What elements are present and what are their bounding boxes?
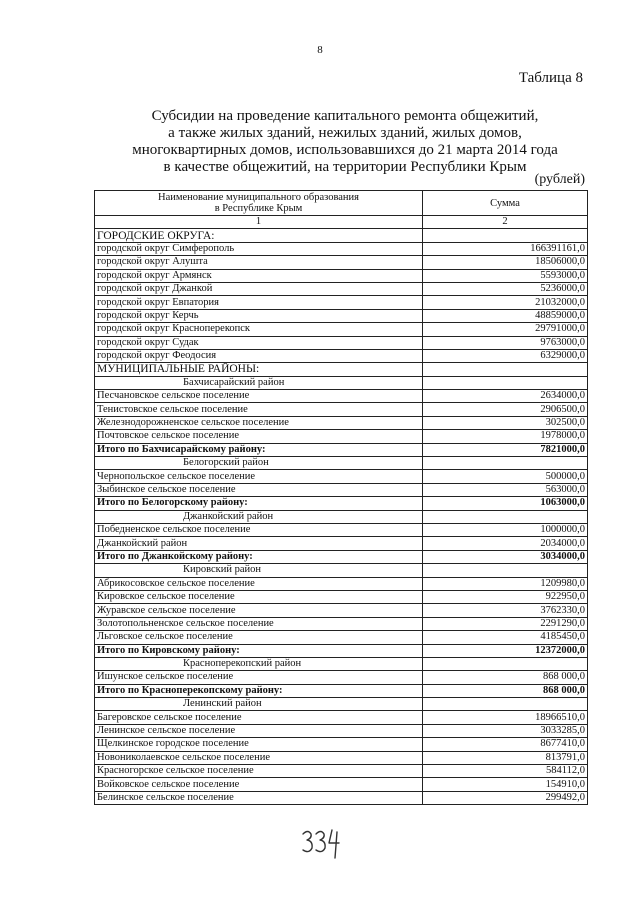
row-name: Итого по Бахчисарайскому району: bbox=[95, 443, 423, 456]
table-row bbox=[95, 751, 588, 764]
row-amount: 166391161,0 bbox=[423, 242, 588, 255]
row-name: Победненское сельское поселение bbox=[95, 523, 423, 536]
row-amount: 299492,0 bbox=[423, 791, 588, 804]
row-name: Железнодорожненское сельское поселение bbox=[95, 416, 423, 429]
row-name: Кировский район bbox=[95, 564, 423, 577]
row-amount: 12372000,0 bbox=[423, 644, 588, 657]
row-name: Бахчисарайский район bbox=[95, 376, 423, 389]
row-name: Почтовское сельское поселение bbox=[95, 430, 423, 443]
row-amount: 1978000,0 bbox=[423, 430, 588, 443]
column-number: 1 bbox=[95, 216, 423, 229]
table-row bbox=[95, 282, 588, 295]
page-number: 8 bbox=[317, 44, 323, 56]
row-name: ГОРОДСКИЕ ОКРУГА: bbox=[95, 229, 423, 242]
row-amount: 302500,0 bbox=[423, 416, 588, 429]
row-name: Итого по Джанкойскому району: bbox=[95, 550, 423, 563]
table-row-district bbox=[95, 657, 588, 670]
row-name: Джанкойский район bbox=[95, 537, 423, 550]
table-row bbox=[95, 671, 588, 684]
row-amount: 3762330,0 bbox=[423, 604, 588, 617]
row-name: Ишунское сельское поселение bbox=[95, 671, 423, 684]
row-name: Итого по Красноперекопскому району: bbox=[95, 684, 423, 697]
table-row bbox=[95, 309, 588, 322]
table-row-district bbox=[95, 510, 588, 523]
table-row bbox=[95, 323, 588, 336]
row-name: Багеровское сельское поселение bbox=[95, 711, 423, 724]
title-line: а также жилых зданий, нежилых зданий, жилых домов, bbox=[168, 125, 522, 141]
row-amount bbox=[423, 698, 588, 711]
row-amount bbox=[423, 363, 588, 376]
table-row bbox=[95, 430, 588, 443]
row-name: городской округ Армянск bbox=[95, 269, 423, 282]
row-name: Красноперекопский район bbox=[95, 657, 423, 670]
table-row bbox=[95, 390, 588, 403]
row-amount: 9763000,0 bbox=[423, 336, 588, 349]
row-name: городской округ Красноперекопск bbox=[95, 323, 423, 336]
row-name: городской округ Феодосия bbox=[95, 349, 423, 362]
row-amount bbox=[423, 229, 588, 242]
row-name: Ленинский район bbox=[95, 698, 423, 711]
row-amount: 2034000,0 bbox=[423, 537, 588, 550]
row-name: Новониколаевское сельское поселение bbox=[95, 751, 423, 764]
row-amount: 18506000,0 bbox=[423, 256, 588, 269]
table-row bbox=[95, 724, 588, 737]
table-header-row bbox=[95, 191, 588, 216]
table-row-total bbox=[95, 644, 588, 657]
table-row-district bbox=[95, 376, 588, 389]
row-amount: 500000,0 bbox=[423, 470, 588, 483]
table-row-district bbox=[95, 564, 588, 577]
table-row bbox=[95, 778, 588, 791]
table-row bbox=[95, 256, 588, 269]
table-row-total bbox=[95, 497, 588, 510]
table-label: Таблица 8 bbox=[518, 70, 583, 86]
row-name: городской округ Евпатория bbox=[95, 296, 423, 309]
row-name: Красногорское сельское поселение bbox=[95, 765, 423, 778]
row-amount: 6329000,0 bbox=[423, 349, 588, 362]
table-row bbox=[95, 711, 588, 724]
row-name: городской округ Судак bbox=[95, 336, 423, 349]
subsidies-table bbox=[94, 190, 588, 805]
row-name: городской округ Симферополь bbox=[95, 242, 423, 255]
table-row-total bbox=[95, 550, 588, 563]
row-amount: 1000000,0 bbox=[423, 523, 588, 536]
table-row bbox=[95, 738, 588, 751]
row-amount: 4185450,0 bbox=[423, 631, 588, 644]
table-row-section bbox=[95, 229, 588, 242]
row-amount bbox=[423, 510, 588, 523]
row-name: Войковское сельское поселение bbox=[95, 778, 423, 791]
row-name: Белинское сельское поселение bbox=[95, 791, 423, 804]
row-amount: 3033285,0 bbox=[423, 724, 588, 737]
row-amount bbox=[423, 564, 588, 577]
table-row bbox=[95, 631, 588, 644]
row-amount: 8677410,0 bbox=[423, 738, 588, 751]
title-line: Субсидии на проведение капитального ремонта общежитий, bbox=[151, 108, 539, 124]
row-amount: 21032000,0 bbox=[423, 296, 588, 309]
row-amount: 5236000,0 bbox=[423, 282, 588, 295]
table-row bbox=[95, 577, 588, 590]
row-amount: 29791000,0 bbox=[423, 323, 588, 336]
row-amount: 5593000,0 bbox=[423, 269, 588, 282]
table-row-section bbox=[95, 363, 588, 376]
row-name: Щелкинское городское поселение bbox=[95, 738, 423, 751]
title-line: многоквартирных домов, использовавшихся до 21 марта 2014 года bbox=[132, 142, 558, 158]
table-row-total bbox=[95, 684, 588, 697]
row-name: Чернопольское сельское поселение bbox=[95, 470, 423, 483]
row-name: Тенистовское сельское поселение bbox=[95, 403, 423, 416]
handwritten-page-number-mark bbox=[300, 826, 344, 862]
row-name: Зыбинское сельское поселение bbox=[95, 483, 423, 496]
table-row bbox=[95, 269, 588, 282]
row-name: Ленинское сельское поселение bbox=[95, 724, 423, 737]
table-row bbox=[95, 604, 588, 617]
column-number: 2 bbox=[423, 216, 588, 229]
row-name: городской округ Алушта bbox=[95, 256, 423, 269]
table-row bbox=[95, 336, 588, 349]
row-amount: 3034000,0 bbox=[423, 550, 588, 563]
table-row bbox=[95, 416, 588, 429]
header-amount: Сумма bbox=[423, 191, 588, 216]
row-amount: 18966510,0 bbox=[423, 711, 588, 724]
table-row bbox=[95, 483, 588, 496]
table-row bbox=[95, 765, 588, 778]
table-row bbox=[95, 617, 588, 630]
header-name: Наименование муниципального образования в Республике Крым bbox=[95, 191, 423, 216]
table-row bbox=[95, 523, 588, 536]
table-row bbox=[95, 590, 588, 603]
row-name: Журавское сельское поселение bbox=[95, 604, 423, 617]
title-line: в качестве общежитий, на территории Республики Крым bbox=[163, 159, 527, 175]
row-amount: 7821000,0 bbox=[423, 443, 588, 456]
row-amount: 154910,0 bbox=[423, 778, 588, 791]
row-amount bbox=[423, 457, 588, 470]
table-row bbox=[95, 791, 588, 804]
row-amount: 2291290,0 bbox=[423, 617, 588, 630]
row-name: Кировское сельское поселение bbox=[95, 590, 423, 603]
row-name: Золотопольненское сельское поселение bbox=[95, 617, 423, 630]
row-amount: 584112,0 bbox=[423, 765, 588, 778]
table-row bbox=[95, 296, 588, 309]
row-name: Белогорский район bbox=[95, 457, 423, 470]
row-amount: 1063000,0 bbox=[423, 497, 588, 510]
row-name: Абрикосовское сельское поселение bbox=[95, 577, 423, 590]
table-row bbox=[95, 537, 588, 550]
document-title bbox=[0, 108, 640, 176]
row-name: МУНИЦИПАЛЬНЫЕ РАЙОНЫ: bbox=[95, 363, 423, 376]
table-row bbox=[95, 349, 588, 362]
table-row bbox=[95, 470, 588, 483]
row-amount: 2634000,0 bbox=[423, 390, 588, 403]
row-amount: 1209980,0 bbox=[423, 577, 588, 590]
row-name: Итого по Белогорскому району: bbox=[95, 497, 423, 510]
table-row-total bbox=[95, 443, 588, 456]
table-row bbox=[95, 242, 588, 255]
table-row-district bbox=[95, 457, 588, 470]
column-number-row bbox=[95, 216, 588, 229]
units-label: (рублей) bbox=[534, 172, 585, 187]
table-row-district bbox=[95, 698, 588, 711]
row-name: Песчановское сельское поселение bbox=[95, 390, 423, 403]
row-amount: 813791,0 bbox=[423, 751, 588, 764]
row-amount bbox=[423, 376, 588, 389]
row-name: городской округ Джанкой bbox=[95, 282, 423, 295]
row-amount: 2906500,0 bbox=[423, 403, 588, 416]
table-row bbox=[95, 403, 588, 416]
row-name: городской округ Керчь bbox=[95, 309, 423, 322]
row-amount: 48859000,0 bbox=[423, 309, 588, 322]
row-amount: 868 000,0 bbox=[423, 684, 588, 697]
row-name: Джанкойский район bbox=[95, 510, 423, 523]
row-amount bbox=[423, 657, 588, 670]
row-amount: 922950,0 bbox=[423, 590, 588, 603]
row-amount: 868 000,0 bbox=[423, 671, 588, 684]
handwritten-page-number bbox=[300, 826, 344, 867]
row-name: Льговское сельское поселение bbox=[95, 631, 423, 644]
row-amount: 563000,0 bbox=[423, 483, 588, 496]
row-name: Итого по Кировскому району: bbox=[95, 644, 423, 657]
